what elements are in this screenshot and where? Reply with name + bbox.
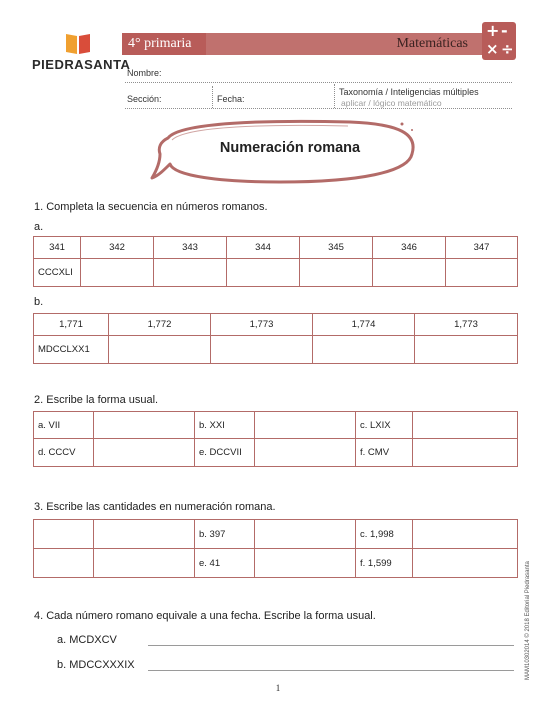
minus-icon: - bbox=[501, 21, 508, 40]
q4-item-a: a. MCDXCV bbox=[57, 634, 117, 646]
number-cell: c. 1,998 bbox=[356, 520, 413, 549]
brand-logo: PIEDRASANTA bbox=[32, 57, 131, 72]
table-cell: MDCCLXX1 bbox=[34, 336, 109, 364]
answer-cell[interactable] bbox=[255, 412, 356, 439]
answer-cell[interactable] bbox=[413, 549, 518, 578]
times-icon: × bbox=[486, 40, 499, 58]
q1-a-label: a. bbox=[34, 221, 44, 233]
table-header-cell: 342 bbox=[81, 237, 154, 259]
answer-cell[interactable] bbox=[446, 259, 518, 287]
table-header-cell: 1,774 bbox=[313, 314, 415, 336]
q2-instruction: 2. Escribe la forma usual. bbox=[34, 394, 159, 406]
table-header-cell: 1,772 bbox=[109, 314, 211, 336]
section-label: Sección: bbox=[127, 94, 162, 104]
table-header-cell: 341 bbox=[34, 237, 81, 259]
copyright-side-text: MAM10302014 © 2018 Editorial Piedrasanta bbox=[525, 561, 531, 680]
table-header-cell: 344 bbox=[227, 237, 300, 259]
answer-cell[interactable] bbox=[154, 259, 227, 287]
number-cell: b. 397 bbox=[195, 520, 255, 549]
number-cell: e. 41 bbox=[195, 549, 255, 578]
worksheet-title: Numeración romana bbox=[219, 140, 361, 156]
answer-cell[interactable] bbox=[255, 439, 356, 467]
answer-cell[interactable] bbox=[413, 439, 518, 467]
date-label: Fecha: bbox=[217, 94, 245, 104]
answer-cell[interactable] bbox=[415, 336, 518, 364]
number-cell bbox=[34, 520, 94, 549]
table-header-cell: 1,773 bbox=[415, 314, 518, 336]
roman-numeral-cell: b. XXI bbox=[195, 412, 255, 439]
q1-b-label: b. bbox=[34, 296, 44, 308]
number-cell: f. 1,599 bbox=[356, 549, 413, 578]
answer-cell[interactable] bbox=[94, 549, 195, 578]
roman-numeral-cell: c. LXIX bbox=[356, 412, 413, 439]
q1-instruction: 1. Completa la secuencia en números romanos. bbox=[34, 201, 268, 213]
name-label: Nombre: bbox=[127, 68, 162, 78]
q4-answer-line-a[interactable] bbox=[148, 645, 514, 646]
roman-numeral-cell: f. CMV bbox=[356, 439, 413, 467]
divide-icon: ÷ bbox=[501, 40, 514, 58]
answer-cell[interactable] bbox=[255, 520, 356, 549]
answer-cell[interactable] bbox=[109, 336, 211, 364]
answer-cell[interactable] bbox=[94, 439, 195, 467]
q4-instruction: 4. Cada número romano equivale a una fecha. Escribe la forma usual. bbox=[34, 610, 376, 622]
answer-cell[interactable] bbox=[255, 549, 356, 578]
page-number: 1 bbox=[275, 683, 281, 693]
table-header-cell: 343 bbox=[154, 237, 227, 259]
name-field[interactable] bbox=[125, 82, 512, 83]
field-divider bbox=[212, 86, 213, 108]
subject-label: Matemáticas bbox=[396, 36, 468, 51]
q4-answer-line-b[interactable] bbox=[148, 670, 514, 671]
q1-b-table bbox=[33, 313, 518, 364]
table-header-cell: 346 bbox=[373, 237, 446, 259]
math-operations-icon bbox=[482, 22, 516, 60]
answer-cell[interactable] bbox=[373, 259, 446, 287]
answer-cell[interactable] bbox=[300, 259, 373, 287]
q4-item-b: b. MDCCXXXIX bbox=[57, 659, 135, 671]
roman-numeral-cell: d. CCCV bbox=[34, 439, 94, 467]
number-cell bbox=[34, 549, 94, 578]
table-header-cell: 347 bbox=[446, 237, 518, 259]
answer-cell[interactable] bbox=[94, 520, 195, 549]
table-header-cell: 1,771 bbox=[34, 314, 109, 336]
section-date-field[interactable] bbox=[125, 108, 512, 109]
plus-icon: + bbox=[486, 21, 500, 40]
answer-cell[interactable] bbox=[413, 520, 518, 549]
roman-numeral-cell: a. VII bbox=[34, 412, 94, 439]
taxonomy-label: Taxonomía / Inteligencias múltiples bbox=[339, 87, 479, 97]
answer-cell[interactable] bbox=[227, 259, 300, 287]
q1-a-table bbox=[33, 236, 518, 287]
table-header-cell: 1,773 bbox=[211, 314, 313, 336]
table-header-cell: 345 bbox=[300, 237, 373, 259]
answer-cell[interactable] bbox=[211, 336, 313, 364]
grade-label: 4° primaria bbox=[122, 33, 206, 55]
q3-table bbox=[33, 519, 518, 578]
answer-cell[interactable] bbox=[94, 412, 195, 439]
roman-numeral-cell: e. DCCVII bbox=[195, 439, 255, 467]
answer-cell[interactable] bbox=[413, 412, 518, 439]
table-cell: CCCXLI bbox=[34, 259, 81, 287]
q2-table bbox=[33, 411, 518, 467]
answer-cell[interactable] bbox=[313, 336, 415, 364]
taxonomy-value: aplicar / lógico matemático bbox=[341, 98, 442, 108]
answer-cell[interactable] bbox=[81, 259, 154, 287]
book-logo-icon bbox=[64, 32, 92, 56]
field-divider bbox=[334, 84, 335, 108]
q3-instruction: 3. Escribe las cantidades en numeración romana. bbox=[34, 501, 276, 513]
